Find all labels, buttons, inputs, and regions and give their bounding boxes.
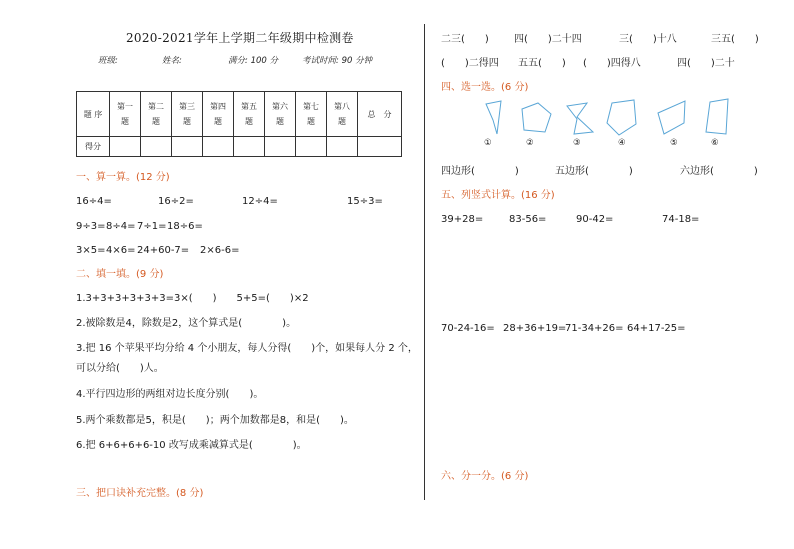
fill-item: 5.两个乘数都是5，积是( )；两个加数都是8，和是( )。 xyxy=(76,415,354,426)
vertical-calc-item: 83-56= xyxy=(509,214,547,225)
class-label: 班级: xyxy=(98,56,118,66)
koujue-item: 三( )十八 xyxy=(619,34,677,45)
vertical-calc-item: 70-24-16= xyxy=(441,323,495,334)
shape-1-quadrilateral xyxy=(486,101,501,134)
column-divider xyxy=(424,24,425,500)
col-header: 第四 题 xyxy=(203,92,234,137)
col-header: 第二 题 xyxy=(141,92,172,137)
shape-label: ⑤ xyxy=(670,138,678,148)
col-header: 第七 题 xyxy=(296,92,327,137)
shape-answer: 四边形( ) xyxy=(441,166,519,177)
shape-4-pentagon xyxy=(607,100,636,135)
shape-label: ① xyxy=(484,138,492,148)
col-header: 第三 题 xyxy=(172,92,203,137)
vertical-calc-item: 74-18= xyxy=(662,214,700,225)
page-title: 2020-2021学年上学期二年级期中检测卷 xyxy=(126,31,354,45)
koujue-item: 三五( ) xyxy=(711,34,759,45)
fill-item: 4.平行四边形的两组对边长度分别( )。 xyxy=(76,389,264,400)
fill-item: 3.把 16 个苹果平均分给 4 个小朋友，每人分得( )个，如果每人分 2 个， xyxy=(76,343,418,354)
section-5-heading: 五、列竖式计算。(16 分) xyxy=(441,190,555,201)
vertical-calc-item: 64+17-25= xyxy=(627,323,686,334)
score-cell[interactable] xyxy=(265,137,296,157)
section-1-heading: 一、算一算。(12 分) xyxy=(76,172,170,183)
shape-label: ④ xyxy=(618,138,626,148)
section-4-heading: 四、选一选。(6 分) xyxy=(441,82,529,93)
section-3-heading: 三、把口诀补充完整。(8 分) xyxy=(76,488,204,499)
calc-item: 4×6= xyxy=(106,245,136,256)
calc-item: 24+60-7= xyxy=(137,245,190,256)
row-header: 题 序 xyxy=(77,92,110,137)
total-header: 总 分 xyxy=(358,92,402,137)
score-row-label: 得分 xyxy=(77,137,110,157)
vertical-calc-item: 90-42= xyxy=(576,214,614,225)
fill-item: 6.把 6+6+6+6-10 改写成乘减算式是( )。 xyxy=(76,440,307,451)
shape-6-quadrilateral xyxy=(706,99,728,134)
score-cell[interactable] xyxy=(110,137,141,157)
koujue-item: ( )二得四 xyxy=(441,58,499,69)
koujue-item: 四( )二十 xyxy=(677,58,735,69)
section-6-heading: 六、分一分。(6 分) xyxy=(441,471,529,482)
koujue-item: ( )四得八 xyxy=(583,58,641,69)
col-header: 第五 题 xyxy=(234,92,265,137)
calc-item: 16÷4= xyxy=(76,196,112,207)
shape-3-hexagon xyxy=(567,103,593,134)
full-score: 满分: 100 分 xyxy=(228,56,278,66)
score-cell[interactable] xyxy=(141,137,172,157)
calc-item: 2×6-6= xyxy=(200,245,240,256)
calc-item: 16÷2= xyxy=(158,196,194,207)
fill-item: 2.被除数是4，除数是2，这个算式是( )。 xyxy=(76,318,297,329)
score-cell[interactable] xyxy=(358,137,402,157)
section-2-heading: 二、填一填。(9 分) xyxy=(76,269,164,280)
shape-label: ② xyxy=(526,138,534,148)
col-header: 第一 题 xyxy=(110,92,141,137)
vertical-calc-item: 39+28= xyxy=(441,214,484,225)
shape-label: ⑥ xyxy=(711,138,719,148)
shape-5-quadrilateral xyxy=(658,101,685,134)
shape-answer: 六边形( ) xyxy=(680,166,758,177)
calc-item: 7÷1= xyxy=(137,221,167,232)
col-header: 第六 题 xyxy=(265,92,296,137)
score-cell[interactable] xyxy=(172,137,203,157)
calc-item: 15÷3= xyxy=(347,196,383,207)
shapes-figure xyxy=(476,98,746,140)
vertical-calc-item: 28+36+19= xyxy=(503,323,567,334)
calc-item: 8÷4= xyxy=(106,221,136,232)
calc-item: 18÷6= xyxy=(167,221,203,232)
exam-time: 考试时间: 90 分钟 xyxy=(302,56,373,66)
fill-item: 可以分给( )人。 xyxy=(76,363,164,374)
calc-item: 9÷3= xyxy=(76,221,106,232)
score-table xyxy=(76,91,402,157)
koujue-item: 四( )二十四 xyxy=(514,34,582,45)
score-cell[interactable] xyxy=(234,137,265,157)
vertical-calc-item: 71-34+26= xyxy=(565,323,624,334)
score-cell[interactable] xyxy=(203,137,234,157)
shape-answer: 五边形( ) xyxy=(555,166,633,177)
score-cell[interactable] xyxy=(327,137,358,157)
koujue-item: 五五( ) xyxy=(518,58,566,69)
name-label: 姓名: xyxy=(162,56,182,66)
fill-item: 1.3+3+3+3+3+3=3×( ) 5+5=( )×2 xyxy=(76,293,309,304)
calc-item: 3×5= xyxy=(76,245,106,256)
col-header: 第八 题 xyxy=(327,92,358,137)
score-cell[interactable] xyxy=(296,137,327,157)
shape-2-pentagon xyxy=(522,103,551,132)
shape-label: ③ xyxy=(573,138,581,148)
koujue-item: 二三( ) xyxy=(441,34,489,45)
calc-item: 12÷4= xyxy=(242,196,278,207)
